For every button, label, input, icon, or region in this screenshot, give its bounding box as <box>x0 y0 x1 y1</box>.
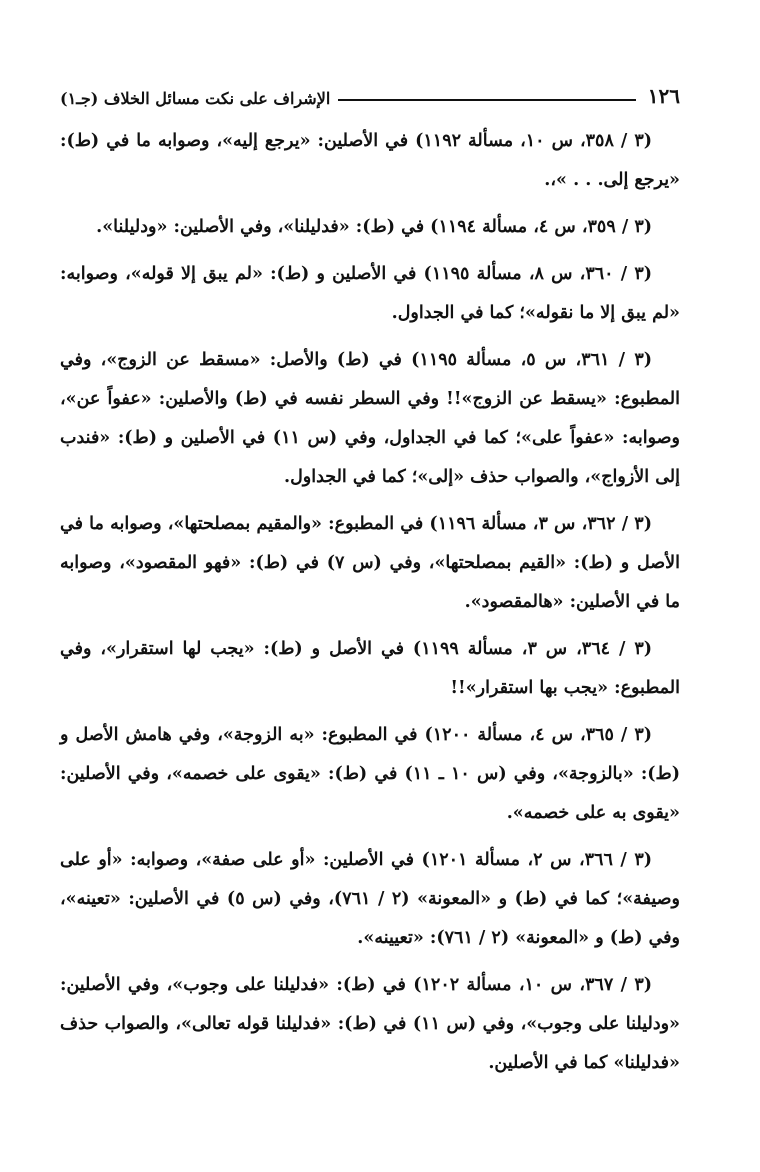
page-header <box>60 80 680 108</box>
errata-entry: (٣ / ٣٦٧، س ١٠، مسألة ١٢٠٢) في (ط): «فدليلنا على وجوب»، وفي الأصلين: «ودليلنا على وجوب»، وفي (س ١١) في (ط): «فدليلنا قوله تعالى»، والصواب حذف «فدليلنا» كما في الأصلين. <box>60 975 680 1073</box>
page-number: ١٢٦ <box>647 84 680 108</box>
header-rule <box>338 99 636 101</box>
errata-entries <box>60 122 680 1083</box>
errata-entry: (٣ / ٣٦٥، س ٤، مسألة ١٢٠٠) في المطبوع: «به الزوجة»، وفي هامش الأصل و (ط): «بالزوجة»، وفي (س ١٠ ـ ١١) في (ط): «يقوى على خصمه»، وفي الأصلين: «يقوى به على خصمه». <box>60 725 681 823</box>
errata-entry: (٣ / ٣٦٠، س ٨، مسألة ١١٩٥) في الأصلين و (ط): «لم يبق إلا قوله»، وصوابه: «لم يبق إلا ما نقوله»؛ كما في الجداول. <box>60 264 680 323</box>
errata-entry: (٣ / ٣٦٢، س ٣، مسألة ١١٩٦) في المطبوع: «والمقيم بمصلحتها»، وصوابه ما في الأصل و (ط): «القيم بمصلحتها»، وفي (س ٧) في (ط): «فهو المقصود»، وصوابه ما في الأصلين: «هالمقصود». <box>60 514 680 612</box>
errata-entry: (٣ / ٣٦١، س ٥، مسألة ١١٩٥) في (ط) والأصل: «مسقط عن الزوج»، وفي المطبوع: «يسقط عن الزوج»!! وفي السطر نفسه في (ط) والأصلين: «عفواً عن»، وصوابه: «عفواً على»؛ كما في الجداول، وفي (س ١١) في الأصلين و (ط): «فندب إلى الأزواج»، والصواب حذف «إلى»؛ كما في الجداول. <box>60 350 680 487</box>
errata-entry: (٣ / ٣٥٩، س ٤، مسألة ١١٩٤) في (ط): «فدليلنا»، وفي الأصلين: «ودليلنا». <box>96 217 652 237</box>
errata-entry: (٣ / ٣٦٤، س ٣، مسألة ١١٩٩) في الأصل و (ط): «يجب لها استقرار»، وفي المطبوع: «يجب بها استقرار»!! <box>60 639 680 698</box>
errata-entry: (٣ / ٣٦٦، س ٢، مسألة ١٢٠١) في الأصلين: «أو على صفة»، وصوابه: «أو على وصيفة»؛ كما في (ط) و «المعونة» (٢ / ٧٦١)، وفي (س ٥) في الأصلين: «تعينه»، وفي (ط) و «المعونة» (٢ / ٧٦١): «تعيينه». <box>60 850 680 948</box>
running-title: الإشراف على نكت مسائل الخلاف (جـ١) <box>60 89 331 108</box>
errata-entry: (٣ / ٣٥٨، س ١٠، مسألة ١١٩٢) في الأصلين: «يرجع إليه»، وصوابه ما في (ط): «يرجع إلى. . . »،. <box>60 131 680 190</box>
page <box>60 80 680 1091</box>
